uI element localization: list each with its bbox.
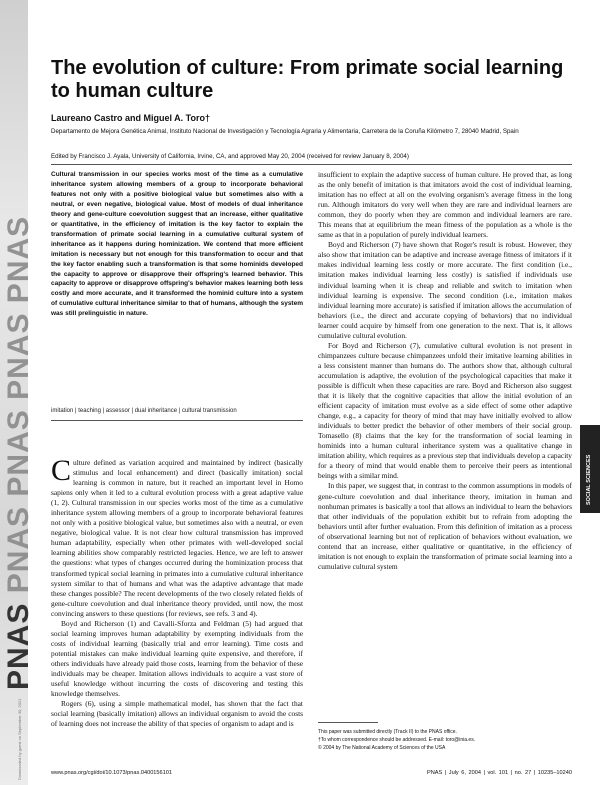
section-tab-label: SOCIAL SCIENCES <box>586 454 592 505</box>
body-paragraph: Boyd and Richerson (7) have shown that Roger's result is robust. However, they also show that imitation can be adaptive and increase average fitness of imitators if it makes individual learning less costly or more accurate. The first condition (i.e., imitation makes individual learning less costly) is satisfied if individuals use individual learning when it is cheap and reliable and switch to imitation when individual learning is expensive. The second condition (i.e., imitation makes individual learning more accurate) is satisfied if imitation allows the accumulation of behaviors (i.e., the direct and accurate copying of behaviors) that no individual learner could acquire by himself from one generation to the next. That is, it allows cumulative cultural evolution. <box>318 240 572 340</box>
footnotes <box>318 728 572 752</box>
journal-citation: PNAS | July 6, 2004 | vol. 101 | no. 27 | 10235–10240 <box>426 770 572 776</box>
section-tab <box>580 425 600 513</box>
abstract: Cultural transmission in our species works most of the time as a cumulative inheritance system allowing members of a group to incorporate behavioral features not only with a positive biological value but sometimes also with a neutral, or even negative, biological value. Most of models of dual inheritance theory and gene-culture coevolution suggest that an increase, either qualitative or quantitative, in the efficiency of imitation is the key factor to explain the transformation of primate social learning in a cumulative cultural system of inheritance as it happens during hominization. We contend that more efficient imitation is necessary but not enough for this transformation to occur and that the key factor enabling such a transformation is that some hominids developed the capacity to approve or disapprove their offspring's learned behavior. This capacity to approve or disapprove offspring's behavior makes learning both less costly and more accurate, and it transformed the hominid culture into a system of cumulative cultural inheritance similar to that of humans, although the system was still prelinguistic in nature. <box>51 171 303 318</box>
footnote-divider <box>318 722 378 723</box>
body-paragraph: Rogers (6), using a simple mathematical model, has shown that the fact that social learning (basically imitation) allows an individual organism to avoid the costs of learning does not increase the ability of that species of organism to adapt and is <box>51 699 303 729</box>
footnote: This paper was submitted directly (Track II) to the PNAS office. <box>318 729 457 735</box>
body-right-column <box>318 170 572 572</box>
pnas-side-strip <box>0 0 35 785</box>
body-paragraph: For Boyd and Richerson (7), cumulative cultural evolution is not present in chimpanzees culture because chimpanzees unfold their imitative learning abilities in a less consistent manner than humans do. The authors show that, although cultural accumulation is adaptive, the evolution of the psychological capacities that make it possible is difficult when these capacities are rare. Boyd and Richerson also suggest that it is likely that the cognitive capacities that allow the initial evolution of an efficient capacity of imitation must evolve as a side effect of some other adaptive change, e.g., a capacity for theory of mind that may have initially evolved to allow individuals to better predict the behavior of other members of their social group. Tomasello (8) claims that the key for the transformation of social learning in hominids into a human cultural inheritance system was a qualitative change in imitation ability, which requires as a previous step that individuals develop a capacity for a theory of mind that would enable them to perceive their peers as intentional beings with a similar mind. <box>318 340 572 481</box>
body-paragraph: Boyd and Richerson (1) and Cavalli-Sforza and Feldman (5) had argued that social learning improves human adaptability by exempting individuals from the costs of individual learning (basically trial and error learning). Time costs and potential mistakes can make individual learning quite expensive, and therefore, if others individuals have already paid those costs, learning from the behavior of these individuals may be cheaper. Imitation allows individuals to acquire a vast store of useful knowledge without incurring the costs of discovering and testing this knowledge themselves. <box>51 618 303 699</box>
keywords: imitation | teaching | assessor | dual inheritance | cultural transmission <box>51 408 237 414</box>
doi-link[interactable]: www.pnas.org/cgi/doi/10.1073/pnas.0400156101 <box>51 770 172 776</box>
drop-cap: C <box>51 454 72 487</box>
author-affiliation: Departamento de Mejora Genética Animal, Instituto Nacional de Investigación y Tecnología Agraria y Alimentaria, Carretera de la Coruña Kilómetro 7, 28040 Madrid, Spain <box>51 128 519 135</box>
abstract-divider <box>51 420 303 421</box>
strip-download-note: Downloaded by guest on September 30, 2021 <box>17 698 22 780</box>
edited-by-line: Edited by Francisco J. Ayala, University of California, Irvine, CA, and approved May 20, 2004 (received for review January 8, 2004) <box>51 153 409 160</box>
paper-title: The evolution of culture: From primate social learning to human culture <box>51 57 564 102</box>
body-paragraph: Culture defined as variation acquired and maintained by indirect (basically stimulus and local enhancement) and direct (basically imitation) social learning is common in nature, but it reached an important level in Homo sapiens only when it led to a cultural evolution process with a great adaptive value (1, 2). Cultural transmission in our species works most of the time as a cumulative inheritance system allowing members of a group to incorporate behavioral features not only with a positive biological value, but sometimes also with a neutral, or even negative, biological value. It is not clear how cultural transmission has improved human adaptability, especially when other primates with well-developed social learning abilities show comparably restricted legacies. Hence, we are left to answer the questions: what types of changes occurred during the hominization process that transformed typical social learning in primates into a cumulative cultural inheritance system similar to that of humans and what was the adaptive advantage that made these changes possible? The recent developments of the two closely related fields of gene-culture coevolution and dual inheritance theory provided, until now, the most convincing answers to these questions (for reviews, see refs. 3 and 4). <box>51 454 303 618</box>
header-divider <box>51 164 572 165</box>
body-paragraph: insufficient to explain the adaptive success of human culture. He proved that, as long as the only benefit of imitation is that imitators avoid the cost of individual learning, imitation has no effect at all on the evolving organism's average fitness in the long run. Although imitators do very well when they are rare and individual learners are common, they do poorly when they are common and individual learners are rare. This means that at equilibrium the mean fitness of the population as a whole is the same as that in a population of purely individual learners. <box>318 170 572 240</box>
strip-brand-text: PNAS PNAS PNAS PNAS PNAS <box>2 215 35 690</box>
footnote: © 2004 by The National Academy of Sciences of the USA <box>318 745 446 751</box>
body-left-column <box>51 454 303 729</box>
body-paragraph: In this paper, we suggest that, in contrast to the common assumptions in models of gene-culture coevolution and dual inheritance theory, imitation in human and nonhuman primates is basically a tool that allows an individual to learn the behaviors that other individuals of the population exhibit but to refrain from adopting the behaviors until after further evaluation. From this definition of imitation as a process of observational learning but not of replication of behaviors without evaluation, we contend that an increase, either qualitative or quantitative, in the efficiency of imitation is not enough to explain the transformation of primate social learning into a cumulative cultural system <box>318 481 572 571</box>
footnote: †To whom correspondence should be addressed. E-mail: toro@inia.es. <box>318 737 476 743</box>
paper-authors: Laureano Castro and Miguel A. Toro† <box>51 113 211 123</box>
